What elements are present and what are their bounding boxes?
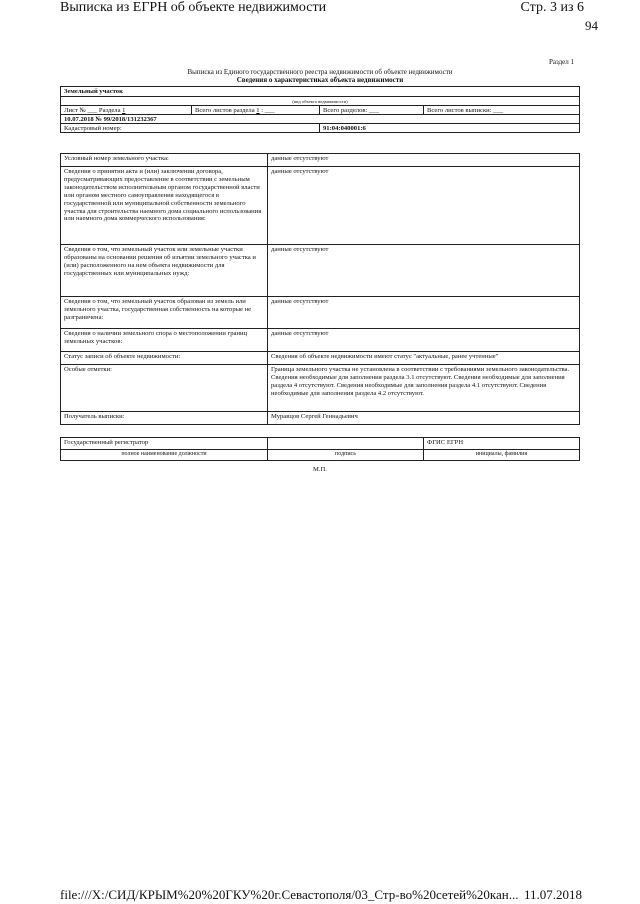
row-value: данные отсутствуют (268, 167, 580, 245)
registrar-org: ФГИС ЕГРН (424, 438, 580, 450)
table-row (61, 329, 580, 352)
footer-path: file:///X:/СИД/КРЫМ%20%20ГКУ%20г.Севастополя/03_Стр-во%20сетей%20кан... (60, 887, 519, 902)
date-number: 10.07.2018 № 99/2018/131232367 (64, 115, 157, 123)
row-key: Условный номер земельного участка: (61, 154, 268, 167)
header-page: Стр. 3 из 6 (520, 0, 584, 15)
signature-cell (268, 438, 424, 450)
sheet-number: 94 (585, 18, 598, 33)
row-value: Граница земельного участка не установлена в соответствии с требованиями земельного законодательства. Сведения необходимые для заполнения раздела 3.1 отсутствуют. Сведения необходимые для заполнения раздела 4 отсутствуют. Сведения необходимые для заполнения раздела 4.1 отсутствуют. Сведения необходимые для заполнения раздела 4.2 отсутствуют. (268, 365, 580, 412)
row-key: Сведения о наличии земельного спора о местоположении границ земельных участков: (61, 329, 268, 352)
row-value: Муравцов Сергей Геннадьевич (268, 412, 580, 425)
row-key: Получатель выписки: (61, 412, 268, 425)
row-value: данные отсутствуют (268, 154, 580, 167)
caption-name: инициалы, фамилия (424, 450, 580, 461)
total-sections: Всего разделов: ___ (319, 106, 423, 114)
total-sheets-extract: Всего листов выписки: ___ (423, 106, 579, 114)
object-type: Земельный участок (64, 88, 123, 95)
row-key: Сведения о принятии акта и (или) заключении договора, предусматривающих предоставление в соответствии с земельным законодательством исполнительным органом государственной власти или органом местного самоуправления находящегося в государственной или муниципальной собственности земельного участка для строительства наемного дома социального использования или наемного дома коммерческого использования: (61, 167, 268, 245)
row-key: Сведения о том, что земельный участок или земельные участки образованы на основании решения об изъятии земельного участка и (или) расположенного на нем объекта недвижимости для государственных или муниципальных нужд: (61, 245, 268, 297)
object-kind-caption: (вид объекта недвижимости) (292, 98, 348, 104)
signature-table (60, 437, 580, 461)
table-row (61, 154, 580, 167)
row-value: данные отсутствуют (268, 329, 580, 352)
sheet-no: Лист № ___ Раздела 1 (64, 106, 126, 114)
row-value: Сведения об объекте недвижимости имеют статус "актуальные, ранее учтенные" (268, 352, 580, 365)
table-row (61, 412, 580, 425)
caption-sign: подпись (268, 450, 424, 461)
total-sheets-section: Всего листов раздела 1 : ___ (191, 106, 319, 114)
cadastral-label: Кадастровый номер: (64, 124, 122, 132)
cadastral-value: 91:04:040001:6 (319, 124, 579, 132)
doc-title: Выписка из Единого государственного реестра недвижимости об объекте недвижимости (187, 68, 453, 76)
table-row (61, 297, 580, 329)
section-label: Раздел 1 (548, 58, 574, 66)
caption-position: полное наименование должности (61, 450, 268, 461)
table-row (61, 167, 580, 245)
row-key: Особые отметки: (61, 365, 268, 412)
table-row (61, 352, 580, 365)
row-value: данные отсутствуют (268, 245, 580, 297)
row-key: Статус записи об объекте недвижимости: (61, 352, 268, 365)
footer-date: 11.07.2018 (523, 887, 582, 902)
characteristics-table (60, 153, 580, 425)
header-title: Выписка из ЕГРН об объекте недвижимости (60, 0, 327, 15)
doc-subtitle: Сведения о характеристиках объекта недвижимости (236, 76, 404, 84)
table-row (61, 365, 580, 412)
table-row (61, 245, 580, 297)
info-block (60, 86, 580, 133)
registrar-position: Государственный регистратор (61, 438, 268, 450)
row-value: данные отсутствуют (268, 297, 580, 329)
stamp-place: М.П. (313, 466, 327, 473)
row-key: Сведения о том, что земельный участок образован из земель или земельного участка, государственная собственность на которые не разграничена: (61, 297, 268, 329)
